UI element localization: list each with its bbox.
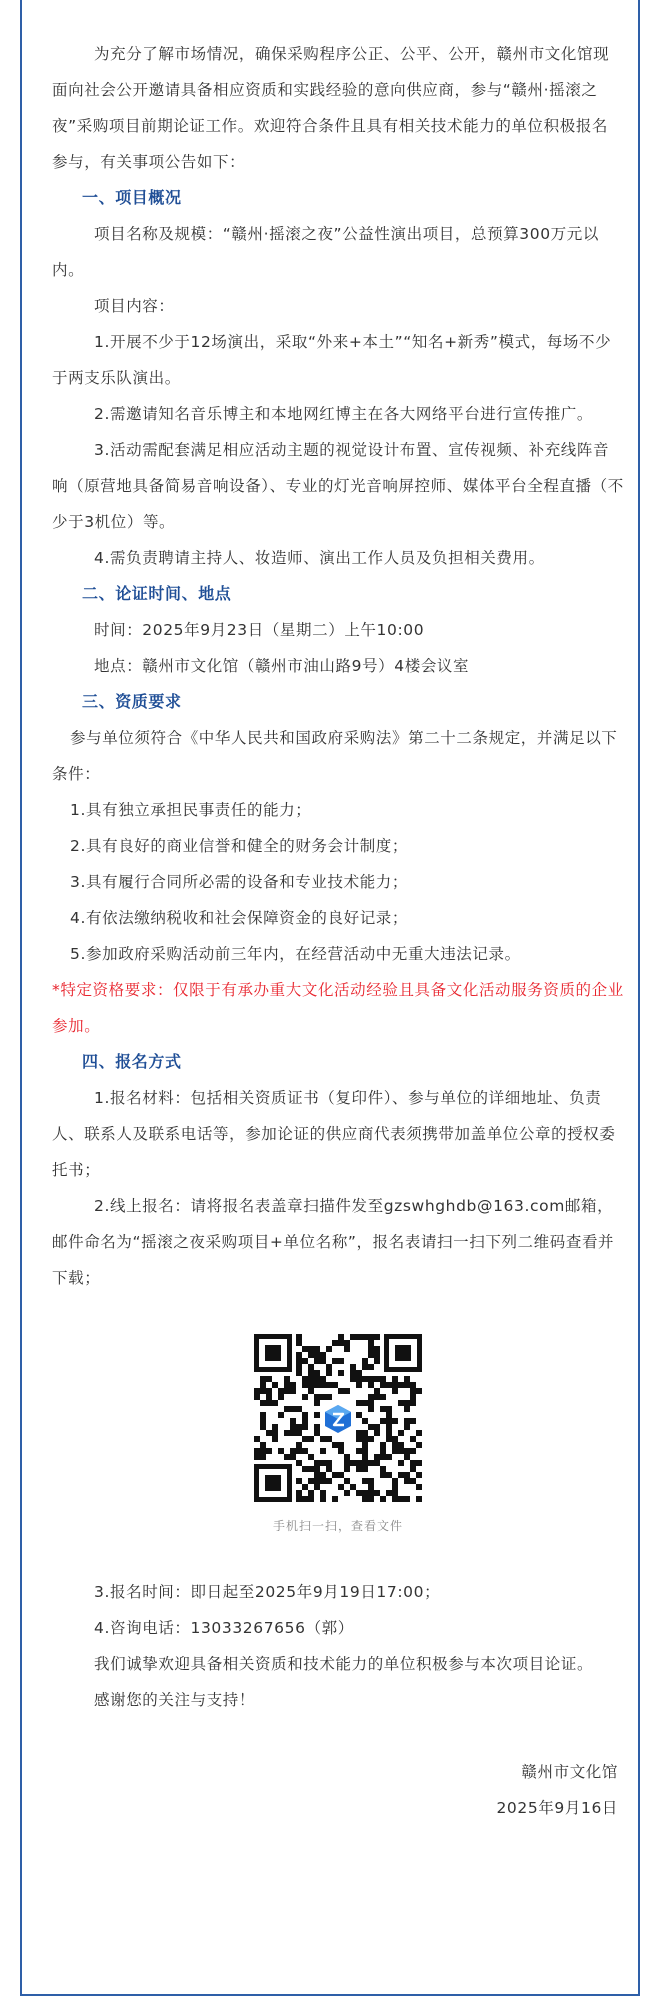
qualification-lead: 参与单位须符合《中华人民共和国政府采购法》第二十二条规定，并满足以下条件： — [52, 729, 618, 783]
qualification-item: 5.参加政府采购活动前三年内，在经营活动中无重大违法记录。 — [70, 945, 521, 963]
notice-body — [52, 36, 624, 1826]
project-item: 3.活动需配套满足相应活动主题的视觉设计布置、宣传视频、补充线阵音响（原营地具备简易音响设备）、专业的灯光音响屏控师、媒体平台全程直播（不少于3机位）等。 — [52, 441, 624, 531]
thanks-line: 感谢您的关注与支持！ — [94, 1691, 256, 1709]
qr-block — [52, 1334, 624, 1536]
project-name-scale: 项目名称及规模：“赣州·摇滚之夜”公益性演出项目，总预算300万元以内。 — [52, 225, 599, 279]
meeting-place: 地点：赣州市文化馆（赣州市油山路9号）4楼会议室 — [94, 657, 470, 675]
qualification-item: 4.有依法缴纳税收和社会保障资金的良好记录； — [70, 909, 408, 927]
project-content-label: 项目内容： — [94, 297, 175, 315]
project-item: 2.需邀请知名音乐博主和本地网红博主在各大网络平台进行宣传推广。 — [94, 405, 593, 423]
registration-time: 3.报名时间：即日起至2025年9月19日17:00； — [94, 1583, 441, 1601]
qr-caption: 手机扫一扫，查看文件 — [272, 1519, 403, 1533]
qualification-item: 3.具有履行合同所必需的设备和专业技术能力； — [70, 873, 408, 891]
section-heading-time-place: 二、论证时间、地点 — [82, 584, 232, 603]
signature-date: 2025年9月16日 — [496, 1799, 618, 1817]
consult-phone: 4.咨询电话：13033267656（郭） — [94, 1619, 354, 1637]
registration-materials: 1.报名材料：包括相关资质证书（复印件）、参与单位的详细地址、负责人、联系人及联系电话等，参加论证的供应商代表须携带加盖单位公章的授权委托书； — [52, 1089, 616, 1179]
qualification-item: 1.具有独立承担民事责任的能力； — [70, 801, 312, 819]
qr-code-image[interactable] — [254, 1334, 422, 1502]
qualification-item: 2.具有良好的商业信誉和健全的财务会计制度； — [70, 837, 408, 855]
special-qualification: *特定资格要求：仅限于有承办重大文化活动经验且具备文化活动服务资质的企业参加。 — [52, 981, 624, 1035]
project-item: 4.需负责聘请主持人、妆造师、演出工作人员及负担相关费用。 — [94, 549, 545, 567]
meeting-time: 时间：2025年9月23日（星期二）上午10:00 — [94, 621, 425, 639]
section-heading-registration: 四、报名方式 — [82, 1052, 182, 1071]
closing-paragraph: 我们诚挚欢迎具备相关资质和技术能力的单位积极参与本次项目论证。 — [94, 1655, 594, 1673]
project-item: 1.开展不少于12场演出，采取“外来+本土”“知名+新秀”模式，每场不少于两支乐队演出。 — [52, 333, 612, 387]
section-heading-overview: 一、项目概况 — [82, 188, 182, 207]
online-registration: 2.线上报名：请将报名表盖章扫描件发至gzswhghdb@163.com邮箱，邮件命名为“摇滚之夜采购项目+单位名称”，报名表请扫一扫下列二维码查看并下载； — [52, 1197, 615, 1287]
signature-org: 赣州市文化馆 — [521, 1763, 618, 1781]
intro-paragraph: 为充分了解市场情况，确保采购程序公正、公平、公开，赣州市文化馆现面向社会公开邀请具备相应资质和实践经验的意向供应商，参与“赣州·摇滚之夜”采购项目前期论证工作。欢迎符合条件且具有相关技术能力的单位积极报名参与，有关事项公告如下： — [52, 45, 610, 171]
section-heading-qualification: 三、资质要求 — [82, 692, 182, 711]
